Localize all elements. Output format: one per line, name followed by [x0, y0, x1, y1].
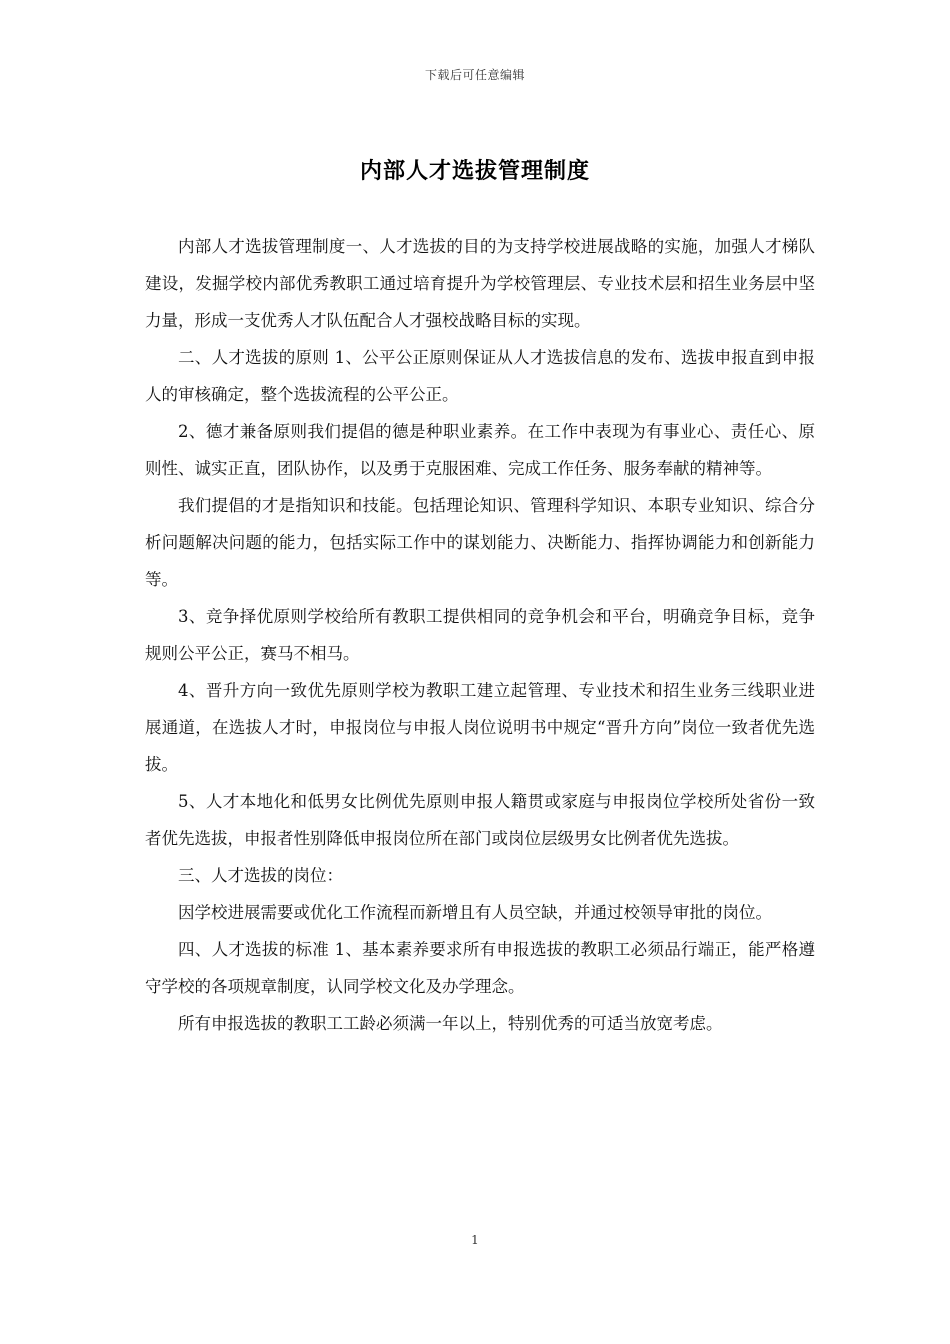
- document-title: 内部人才选拔管理制度: [359, 158, 590, 184]
- paragraph: 我们提倡的才是指知识和技能。包括理论知识、管理科学知识、本职专业知识、综合分析问题解决问题的能力，包括实际工作中的谋划能力、决断能力、指挥协调能力和创新能力等。: [145, 496, 815, 589]
- page-header-note: 下载后可任意编辑: [424, 68, 525, 82]
- paragraph: 所有申报选拔的教职工工龄必须满一年以上，特别优秀的可适当放宽考虑。: [178, 1014, 723, 1033]
- paragraph: 5、人才本地化和低男女比例优先原则申报人籍贯或家庭与申报岗位学校所处省份一致者优先选拔，申报者性别降低申报岗位所在部门或岗位层级男女比例者优先选拔。: [145, 792, 815, 848]
- document-body: [145, 228, 815, 1042]
- section-heading: 三、人才选拔的岗位：: [178, 866, 343, 885]
- paragraph: 2、德才兼备原则我们提倡的德是种职业素养。在工作中表现为有事业心、责任心、原则性、诚实正直，团队协作，以及勇于克服困难、完成工作任务、服务奉献的精神等。: [145, 422, 815, 478]
- paragraph: 二、人才选拔的原则 1、公平公正原则保证从人才选拔信息的发布、选拔申报直到申报人的审核确定，整个选拔流程的公平公正。: [145, 348, 815, 404]
- paragraph: 四、人才选拔的标准 1、基本素养要求所有申报选拔的教职工必须品行端正，能严格遵守学校的各项规章制度，认同学校文化及办学理念。: [145, 940, 815, 996]
- paragraph: 内部人才选拔管理制度一、人才选拔的目的为支持学校进展战略的实施，加强人才梯队建设，发掘学校内部优秀教职工通过培育提升为学校管理层、专业技术层和招生业务层中坚力量，形成一支优秀人才队伍配合人才强校战略目标的实现。: [145, 237, 815, 330]
- paragraph: 3、竞争择优原则学校给所有教职工提供相同的竞争机会和平台，明确竞争目标，竞争规则公平公正，赛马不相马。: [145, 607, 815, 663]
- paragraph: 4、晋升方向一致优先原则学校为教职工建立起管理、专业技术和招生业务三线职业进展通道，在选拔人才时，申报岗位与申报人岗位说明书中规定“晋升方向”岗位一致者优先选拔。: [145, 681, 815, 774]
- paragraph: 因学校进展需要或优化工作流程而新增且有人员空缺，并通过校领导审批的岗位。: [178, 903, 772, 922]
- page-number: 1: [471, 1233, 479, 1247]
